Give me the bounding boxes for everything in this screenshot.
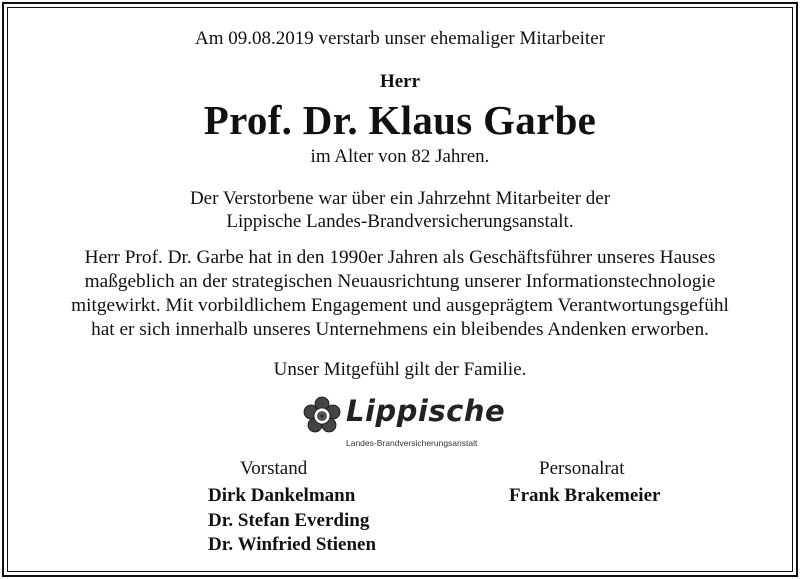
signatory-name: Dr. Winfried Stienen	[208, 534, 377, 555]
paragraph-line: Herr Prof. Dr. Garbe hat in den 1990er Jahren als Geschäftsführer unseres Hauses	[84, 247, 716, 268]
signatory-name: Frank Brakemeier	[509, 485, 661, 506]
company-logo	[302, 396, 512, 458]
paragraph-line: mitgewirkt. Mit vorbildlichem Engagement und ausgeprägtem Verantwortungsgefühl	[71, 295, 729, 316]
signature-heading-staff-council: Personalrat	[539, 458, 625, 479]
age-text: im Alter von 82 Jahren.	[310, 146, 490, 167]
signatory-name: Dr. Stefan Everding	[208, 509, 370, 531]
sympathy-text: Unser Mitgefühl gilt der Familie.	[273, 359, 527, 380]
signatory-name: Dirk Dankelmann	[208, 485, 356, 506]
paragraph-tenure	[0, 187, 800, 233]
signature-names-staff-council	[509, 484, 660, 509]
salutation: Herr	[379, 71, 421, 92]
paragraph-line: Der Verstorbene war über ein Jahrzehnt Mitarbeiter der	[189, 188, 611, 209]
paragraph-line: hat er sich innerhalb unseres Unternehmens ein bleibendes Andenken erworben.	[91, 319, 709, 340]
logo-subtitle: Landes-Brandversicherungsanstalt	[346, 438, 478, 448]
logo-wordmark: Lippische	[346, 394, 506, 428]
rose-emblem-icon	[302, 396, 342, 436]
deceased-name: Prof. Dr. Klaus Garbe	[203, 97, 597, 143]
intro-text: Am 09.08.2019 verstarb unser ehemaliger Mitarbeiter	[195, 28, 605, 49]
paragraph-line: Lippische Landes-Brandversicherungsanstalt.	[226, 211, 574, 232]
paragraph-tribute	[0, 246, 800, 342]
signature-heading-board: Vorstand	[240, 458, 308, 479]
paragraph-line: maßgeblich an der strategischen Neuausrichtung unserer Informationstechnologie	[84, 271, 716, 292]
signature-names-board	[208, 484, 376, 558]
